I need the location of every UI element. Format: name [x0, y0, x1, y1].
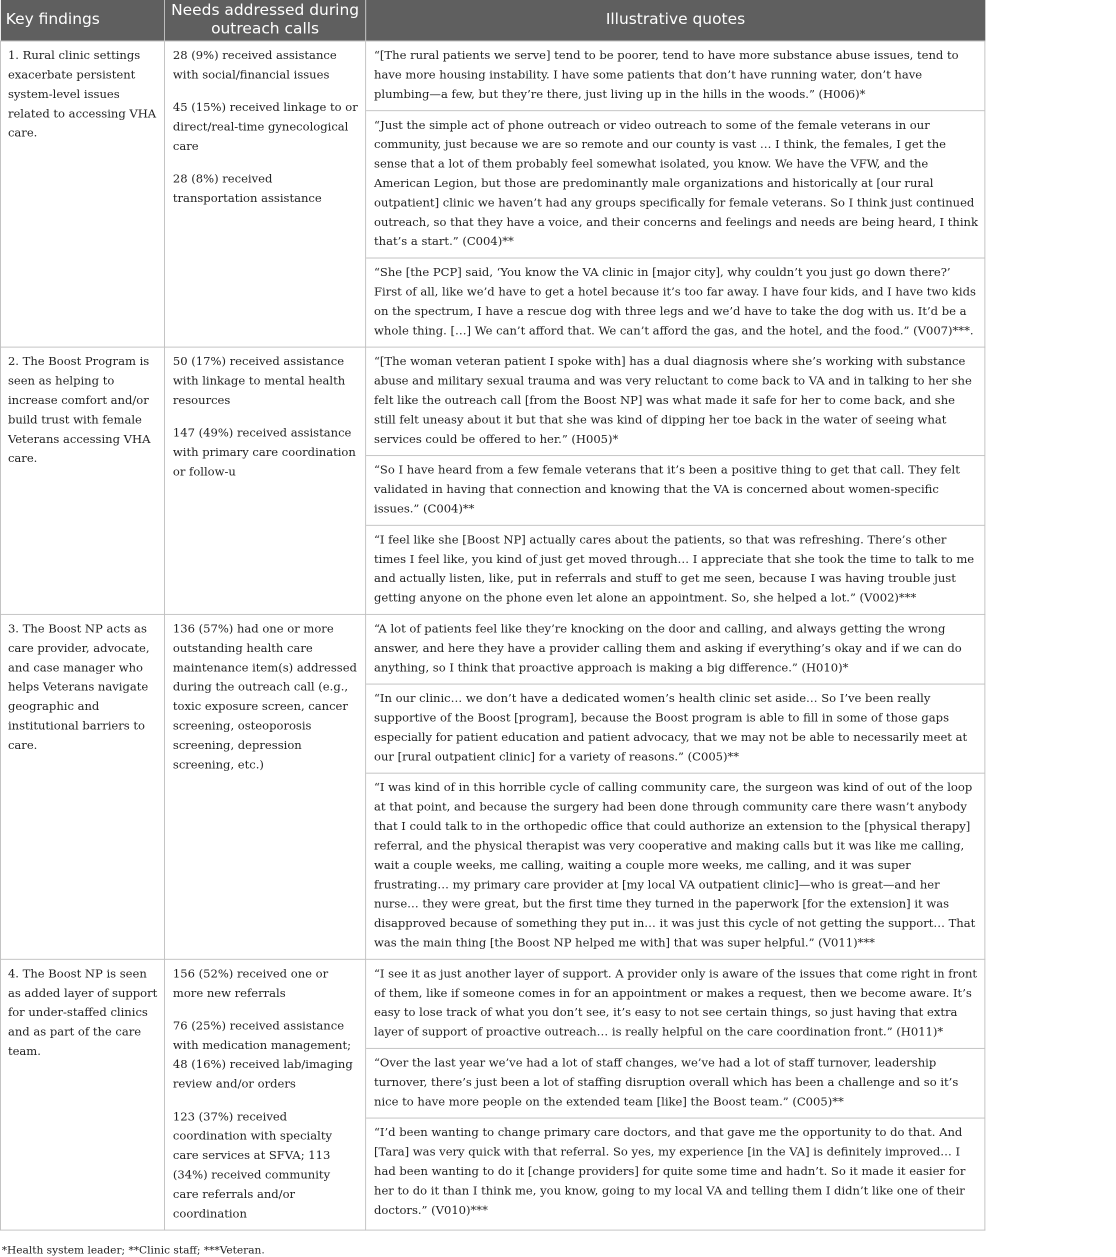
quote-item: “A lot of patients feel like they’re knocking on the door and calling, and always getting the wrong answer, and here they have a provider calling them and asking if everything’s okay and if we can do anything, so I think that proactive approach is making a big difference.” (H010)*	[366, 614, 984, 684]
quotes-cell	[366, 614, 985, 959]
quote-item: “Just the simple act of phone outreach or video outreach to some of the female veterans in our community, just because we are so remote and our county is vast … I think, the females, I get the sense that a lot of them probably feel somewhat isolated, you know. We have the VFW, and the American Legion, but those are predominantly male organizations and historically at [our rural outpatient] clinic we haven’t had any groups specifically for female veterans. So I think just continued outreach, so that they have a voice, and their concerns and feelings and needs are being heard, I think that’s a start.” (C004)**	[366, 111, 984, 258]
need-item: 147 (49%) received assistance with primary care coordination or follow-u	[172, 426, 356, 479]
need-item: 156 (52%) received one or more new referrals	[172, 967, 329, 1000]
quote-item: “So I have heard from a few female veterans that it’s been a positive thing to get that call. They felt validated in having that connection and knowing that the VA is concerned about women-specific issues.” (C004)**	[366, 456, 984, 526]
needs-cell	[165, 614, 366, 959]
header-needs-addressed: Needs addressed during outreach calls	[165, 0, 366, 41]
quote-item: “I see it as just another layer of support. A provider only is aware of the issues that come right in front of them, like if someone comes in for an appointment or makes a request, then we become aware. It’s easy to lose track of what you don’t see, it’s easy to not see certain things, so just having that extra layer of support of proactive outreach… is really helpful on the care coordination front.” (H011)*	[366, 959, 984, 1048]
header-key-findings: Key findings	[0, 0, 164, 41]
quote-item: “I’d been wanting to change primary care doctors, and that gave me the opportunity to do that. And [Tara] was very quick with that referral. So yes, my experience [in the VA] is definitely improved… I had been wanting to do it [change providers] for quite some time and hadn’t. So it made it easier for her to do it than I think me, you know, going to my local VA and telling them I didn’t like one of their doctors.” (V010)***	[374, 1126, 966, 1217]
need-item: 28 (8%) received transportation assistance	[172, 172, 322, 206]
key-finding-cell: 1. Rural clinic settings exacerbate persistent system-level issues related to accessing VHA care.	[0, 41, 164, 347]
need-item: 76 (25%) received assistance with medication management; 48 (16%) received lab/imaging review and/or orders	[172, 1019, 353, 1091]
key-finding-cell: 2. The Boost Program is seen as helping to increase comfort and/or build trust with female Veterans accessing VHA care.	[0, 347, 164, 614]
quotes-cell	[366, 347, 985, 614]
quote-item: “In our clinic… we don’t have a dedicated women’s health clinic set aside… So I’ve been really supportive of the Boost [program], because the Boost program is able to fill in some of those gaps especially for patient education and patient advocacy, that we may not be able to necessarily meet at our [rural outpatient clinic] for a variety of reasons.” (C005)**	[366, 684, 984, 773]
table-row	[0, 41, 984, 347]
need-item: 28 (9%) received assistance with social/financial issues	[172, 48, 337, 82]
needs-cell	[165, 41, 366, 347]
need-item: 45 (15%) received linkage to or direct/real-time gynecological care	[172, 101, 358, 154]
need-item: 50 (17%) received assistance with linkage to mental health resources	[172, 355, 346, 408]
quotes-cell	[366, 41, 985, 347]
need-item: 136 (57%) had one or more outstanding health care maintenance item(s) addressed during the outreach call (e.g., toxic exposure screen, cancer screening, osteoporosis screening, depression screening, etc.)	[172, 622, 357, 772]
header-illustrative-quotes: Illustrative quotes	[366, 0, 985, 41]
quotes-cell	[366, 959, 985, 1230]
quote-item: “I was kind of in this horrible cycle of calling community care, the surgeon was kind of out of the loop at that point, and because the surgery had been done through community care there wasn’t anybody that I could talk to in the orthopedic office that could authorize an extension to the [physical therapy] referral, and the physical therapist was very cooperative and making calls but it was like me calling, wait a couple weeks, me calling, waiting a couple more weeks, me calling, and it was super frustrating… my primary care provider at [my local VA outpatient clinic]—who is great—and her nurse… they were great, but the first time they turned in the paperwork [for the extension] it was disapproved because of something they put in… it was just this cycle of not getting the support… That was the main thing [the Boost NP helped me with] that was super helpful.” (V011)***	[374, 781, 976, 950]
need-item: 123 (37%) received coordination with specialty care services at SFVA; 113 (34%) received community care referrals and/or coordination	[172, 1110, 333, 1221]
key-finding-cell: 3. The Boost NP acts as care provider, advocate, and case manager who helps Veterans navigate geographic and institutional barriers to care.	[0, 614, 164, 959]
table-row	[0, 614, 984, 959]
needs-cell	[165, 347, 366, 614]
table-footnote: *Health system leader; **Clinic staff; ***Veteran.	[1, 1243, 265, 1256]
table-header	[0, 0, 984, 41]
table-row	[0, 959, 984, 1230]
quote-item: “Over the last year we’ve had a lot of staff changes, we’ve had a lot of staff turnover, leadership turnover, there’s just been a lot of staffing disruption overall which has been a challenge and so it’s nice to have more people on the extended team [like] the Boost team.” (C005)**	[366, 1048, 984, 1118]
quote-item: “[The rural patients we serve] tend to be poorer, tend to have more substance abuse issues, tend to have more housing instability. I have some patients that don’t have running water, don’t have plumbing—a few, but they’re there, just living up in the hills in the woods.” (H006)*	[366, 41, 984, 111]
key-finding-cell: 4. The Boost NP is seen as added layer of support for under-staffed clinics and as part of the care team.	[0, 959, 164, 1230]
table-row	[0, 347, 984, 614]
quote-item: “[The woman veteran patient I spoke with] has a dual diagnosis where she’s working with substance abuse and military sexual trauma and was very reluctant to come back to VA and in talking to her she felt like the outreach call [from the Boost NP] was what made it safe for her to come back, and she still felt uneasy about it but that she was kind of dipping her toe back in the water of seeing what services could be offered to her.” (H005)*	[366, 347, 984, 455]
quote-item: “I feel like she [Boost NP] actually cares about the patients, so that was refreshing. There’s other times I feel like, you kind of just get moved through… I appreciate that she took the time to talk to me and actually listen, like, put in referrals and stuff to get me seen, because I was having trouble just getting anyone on the phone even let alone an appointment. So, she helped a lot.” (V002)***	[374, 533, 975, 605]
needs-cell	[165, 959, 366, 1230]
table-body	[0, 41, 984, 1230]
quote-item: “She [the PCP] said, ‘You know the VA clinic in [major city], why couldn’t you just go down there?’ First of all, like we’d have to get a hotel because it’s too far away. I have four kids, and I have two kids on the spectrum, I have a rescue dog with three legs and we’d have to take the dog with us. It’d be a whole thing. […] We can’t afford that. We can’t afford the gas, and the hotel, and the food.” (V007)***.	[374, 265, 976, 338]
